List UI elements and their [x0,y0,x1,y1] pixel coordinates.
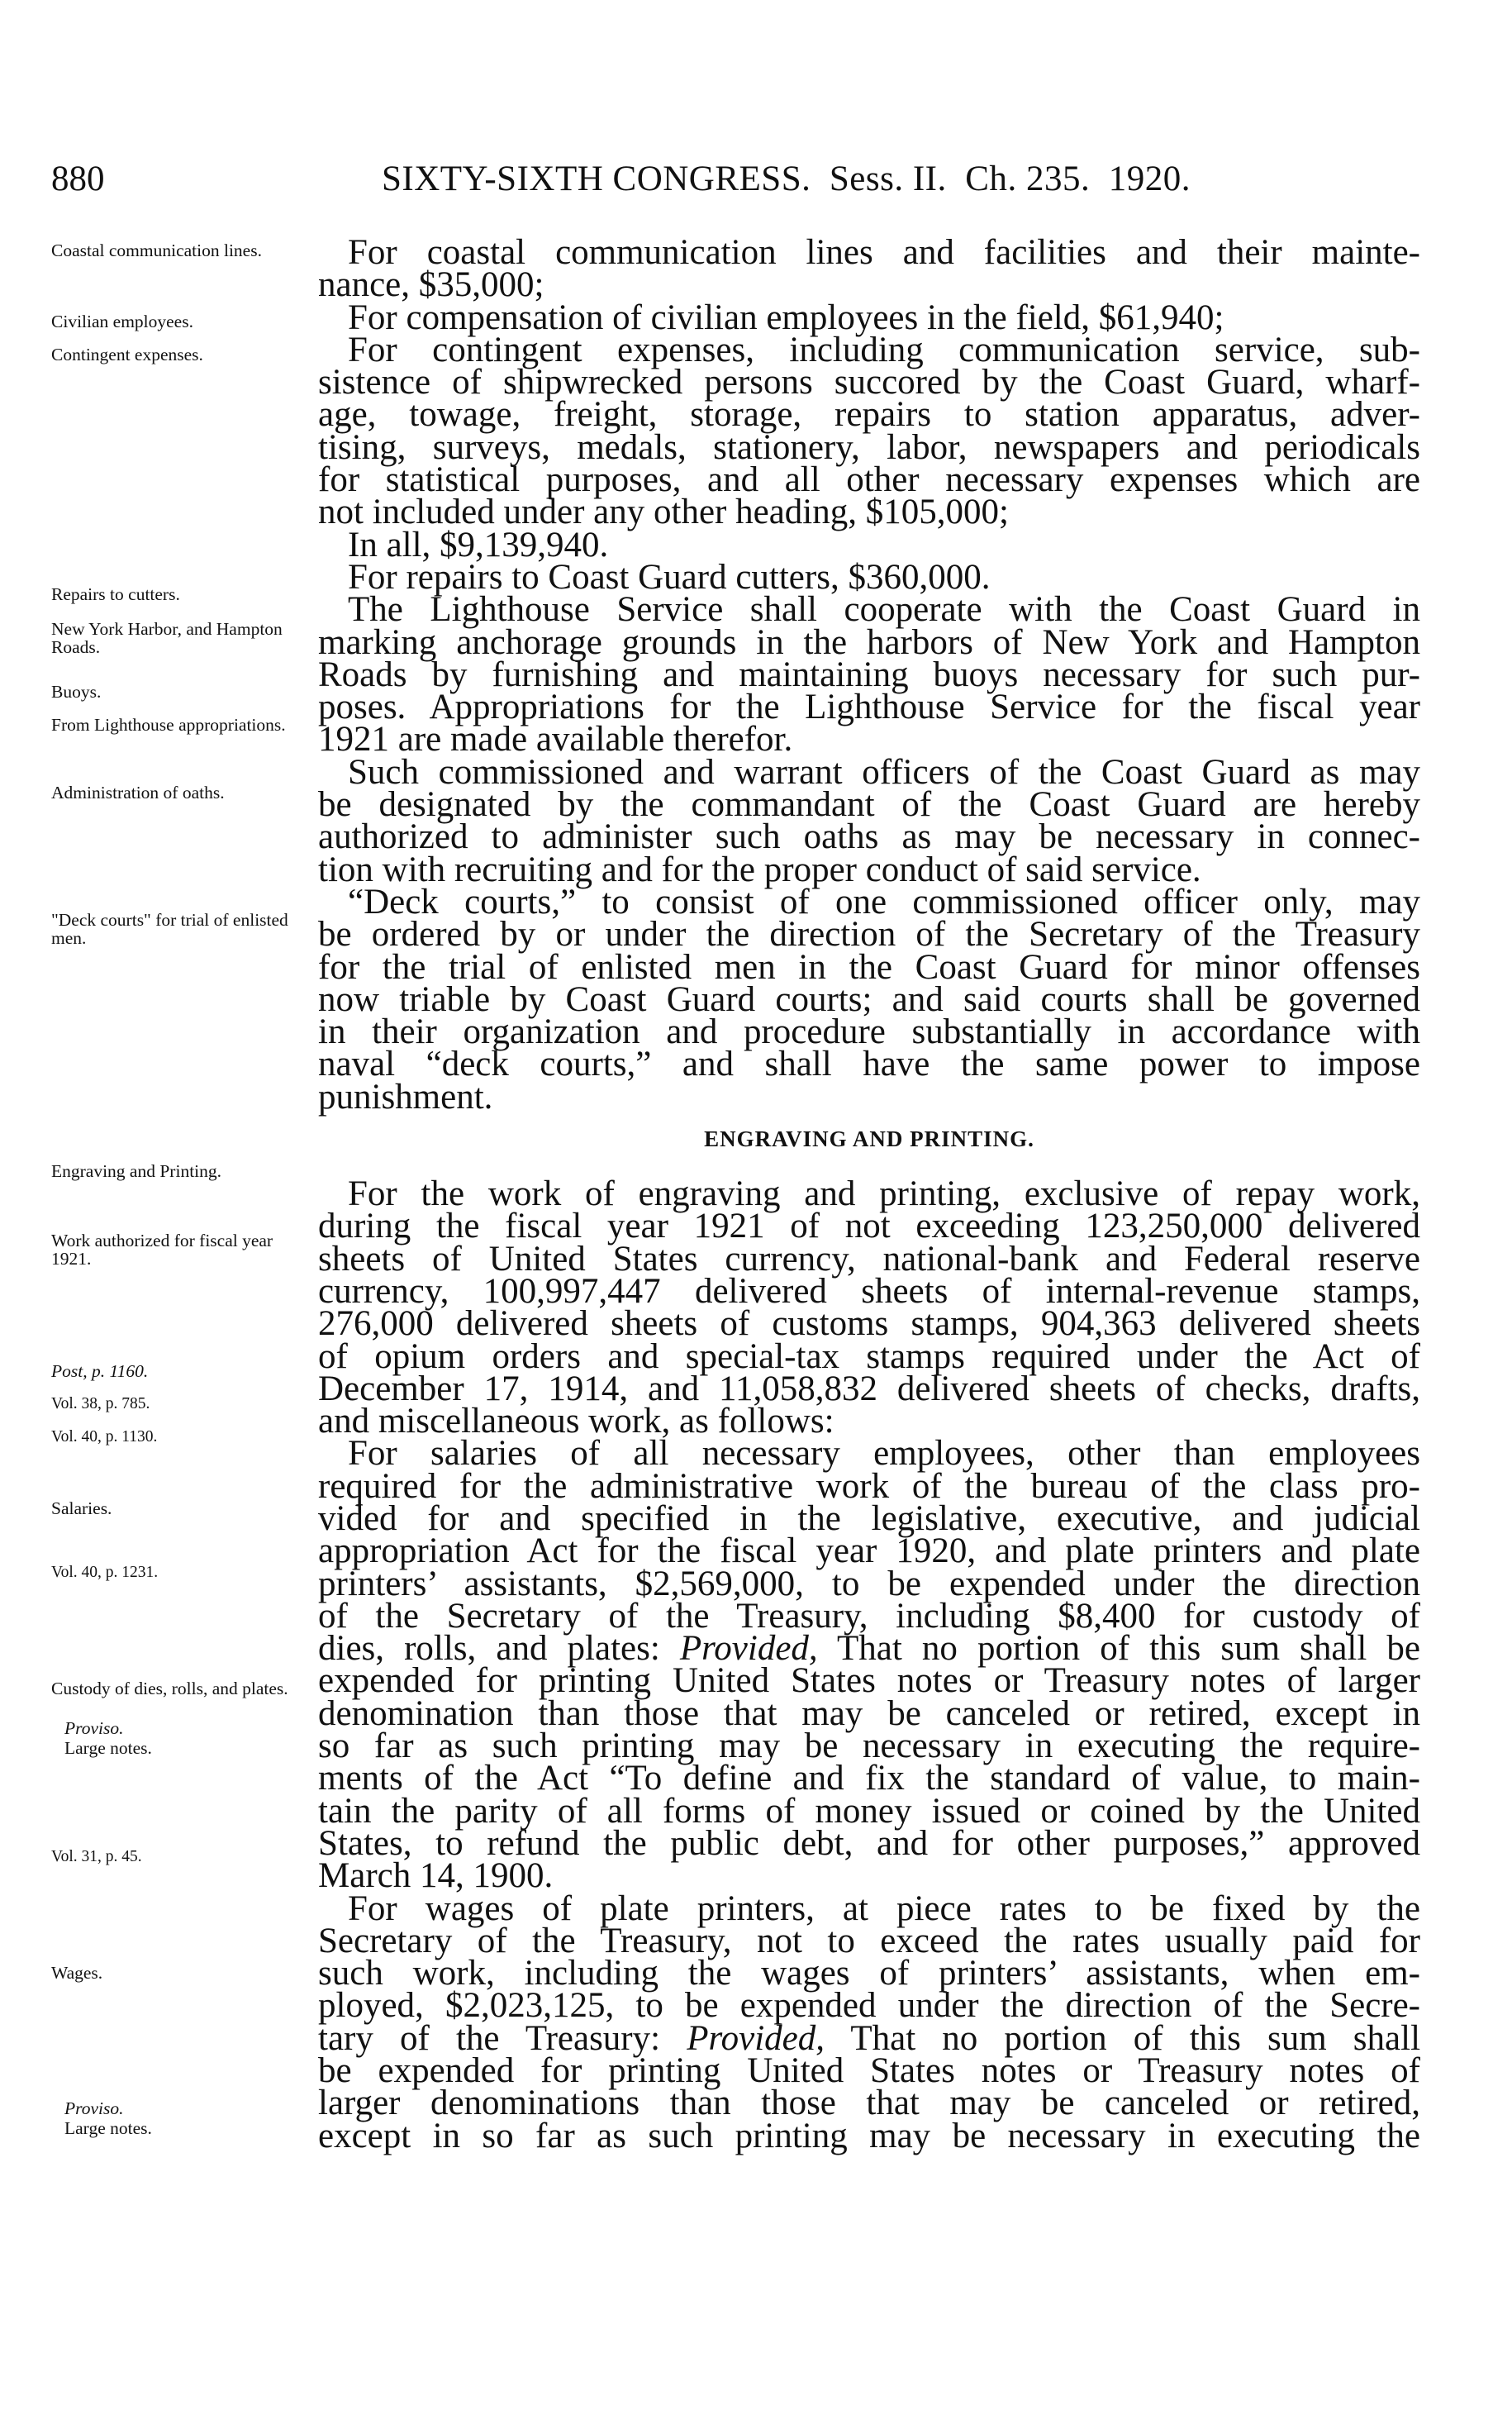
text-line: “Deck courts,” to consist of one commissioned officer only, may [348,882,1420,922]
year: 1920. [1108,160,1191,198]
text-line: age, towage, freight, storage, repairs to station apparatus, adver- [318,395,1420,435]
margin-note-deck-courts: "Deck courts" for trial of enlisted men. [51,910,288,948]
margin-note-administration: Administration of oaths. [51,783,225,803]
text-line: sistence of shipwrecked persons succored by the Coast Guard, wharf- [318,363,1420,402]
text-line: 276,000 delivered sheets of customs stamps, 904,363 delivered sheets [318,1304,1420,1344]
text-line: denomination than those that may be canceled or retired, except in [318,1693,1420,1733]
session-number: II. [912,160,947,198]
text-line: tain the parity of all forms of money issued or coined by the United [318,1791,1420,1831]
text-line: In all, $9,139,940. [348,525,609,564]
text-line: now triable by Coast Guard courts; and said courts shall be governed [318,979,1420,1019]
text-line: and miscellaneous work, as follows: [318,1402,834,1441]
text-line: punishment. [318,1077,493,1117]
margin-note-vol31: Vol. 31, p. 45. [51,1848,142,1865]
text-line: ployed, $2,023,125, to be expended under the direction of the Secre- [318,1986,1420,2026]
text-line: in their organization and procedure substantially in accordance with [318,1012,1420,1052]
text-line: tion with recruiting and for the proper conduct of said service. [318,850,1201,889]
body-text [318,233,1421,2155]
margin-note-lighthouse: From Lighthouse appropriations. [51,715,286,735]
text-line: of opium orders and special-tax stamps required under the Act of [318,1336,1420,1376]
congress-title: SIXTY-SIXTH CONGRESS. [382,160,811,198]
chapter-label: Ch [965,160,1008,198]
text-line: sheets of United States currency, national-bank and Federal reserve [318,1239,1420,1279]
text-line: 1921 are made available therefor. [318,720,793,760]
margin-note-custody: Custody of dies, rolls, and plates. [51,1679,288,1698]
text-line-proviso: tary of the Treasury: Provided, That no portion of this sum shall [318,2018,1421,2058]
text-line: for statistical purposes, and all other necessary expenses which are [318,460,1420,500]
text-line: States, to refund the public debt, and for other purposes,” approved [318,1823,1420,1863]
margin-note-engraving: Engraving and Printing. [51,1161,222,1181]
text-line: For coastal communication lines and facilities and their mainte- [348,233,1420,272]
text-line: currency, 100,997,447 delivered sheets of internal-revenue stamps, [318,1271,1420,1311]
margin-note-post: Post, p. 1160. [51,1361,149,1381]
text-line: be expended for printing United States notes or Treasury notes of [318,2051,1420,2091]
margin-note-civilian: Civilian employees. [51,312,193,331]
text-line: vided for and specified in the legislative, executive, and judicial [318,1498,1420,1538]
margin-note-proviso-1: Proviso. [64,1718,124,1738]
text-line: March 14, 1900. [318,1856,554,1896]
text-line: For the work of engraving and printing, exclusive of repay work, [348,1174,1420,1214]
text-line: ments of the Act “To define and fix the standard of value, to main- [318,1759,1420,1798]
text-line: For compensation of civilian employees in the field, $61,940; [348,298,1224,337]
text-line: authorized to administer such oaths as may be necessary in connec- [318,817,1420,857]
text-line: For salaries of all necessary employees, other than employees [348,1434,1420,1474]
margin-note-coastal: Coastal communication lines. [51,241,262,260]
margin-note-vol40b: Vol. 40, p. 1231. [51,1564,159,1581]
text-line: for the trial of enlisted men in the Coast Guard for minor offenses [318,947,1420,987]
text-line: Such commissioned and warrant officers of the Coast Guard as may [348,752,1420,792]
text-line: be designated by the commandant of the Coast Guard are hereby [318,785,1420,825]
text-line: Secretary of the Treasury, not to exceed the rates usually paid for [318,1921,1420,1960]
text-line-proviso: dies, rolls, and plates: Provided, That no portion of this sum shall be [318,1629,1420,1669]
text-line: be ordered by or under the direction of the Secretary of the Treasury [318,915,1420,955]
text-line: For wages of plate printers, at piece rates to be fixed by the [348,1888,1420,1928]
margin-note-contingent: Contingent expenses. [51,345,203,364]
page-number: 880 [51,160,105,198]
text-line: required for the administrative work of the bureau of the class pro- [318,1466,1420,1506]
margin-note-repairs: Repairs to cutters. [51,584,180,604]
text-line: appropriation Act for the fiscal year 1920, and plate printers and plate [318,1531,1420,1571]
text-line: such work, including the wages of printers’ assistants, when em- [318,1954,1420,1993]
margin-note-vol38: Vol. 38, p. 785. [51,1395,150,1412]
text-line: marking anchorage grounds in the harbors of New York and Hampton [318,622,1420,662]
text-line: For repairs to Coast Guard cutters, $360,000. [348,557,991,597]
text-line: tising, surveys, medals, stationery, labor, newspapers and periodicals [318,427,1420,467]
chapter-number: 235. [1025,160,1091,198]
margin-note-salaries: Salaries. [51,1498,112,1518]
section-heading: ENGRAVING AND PRINTING. [704,1126,1034,1152]
margin-note-buoys: Buoys. [51,682,102,702]
text-line: The Lighthouse Service shall cooperate with the Coast Guard in [348,590,1420,630]
margin-note-large-notes-2: Large notes. [64,2118,152,2138]
text-line: naval “deck courts,” and shall have the same power to impose [318,1045,1420,1084]
margin-note-proviso-2: Proviso. [64,2098,124,2118]
margin-note-wages: Wages. [51,1963,103,1983]
margin-note-vol40a: Vol. 40, p. 1130. [51,1428,158,1446]
text-line: larger denominations than those that may be canceled or retired, [318,2084,1420,2123]
margin-note-work-authorized: Work authorized for fiscal year 1921. [51,1231,273,1269]
text-line: Roads by furnishing and maintaining buoys necessary for such pur- [318,655,1420,694]
page-header [51,159,1423,207]
text-line: of the Secretary of the Treasury, including $8,400 for custody of [318,1596,1420,1636]
text-line: For contingent expenses, including communication service, sub- [348,330,1420,369]
text-line: so far as such printing may be necessary in executing the require- [318,1727,1420,1766]
running-head: SIXTY-SIXTH CONGRESS. Sess. II. Ch. 235. 1920. [382,160,1191,198]
text-line: poses. Appropriations for the Lighthouse Service for the fiscal year [318,688,1420,727]
text-line: during the fiscal year 1921 of not exceeding 123,250,000 delivered [318,1207,1420,1246]
margin-note-large-notes-1: Large notes. [64,1738,152,1758]
text-line: except in so far as such printing may be necessary in executing the [318,2116,1420,2155]
margin-note-new-york: New York Harbor, and Hampton Roads. [51,619,283,657]
text-line: not included under any other heading, $105,000; [318,493,1009,532]
text-line: expended for printing United States notes or Treasury notes of larger [318,1661,1420,1701]
session-label: Sess [829,160,895,198]
text-line: printers’ assistants, $2,569,000, to be expended under the direction [318,1564,1420,1603]
text-line: December 17, 1914, and 11,058,832 delivered sheets of checks, drafts, [318,1369,1420,1408]
text-line: nance, $35,000; [318,265,544,305]
